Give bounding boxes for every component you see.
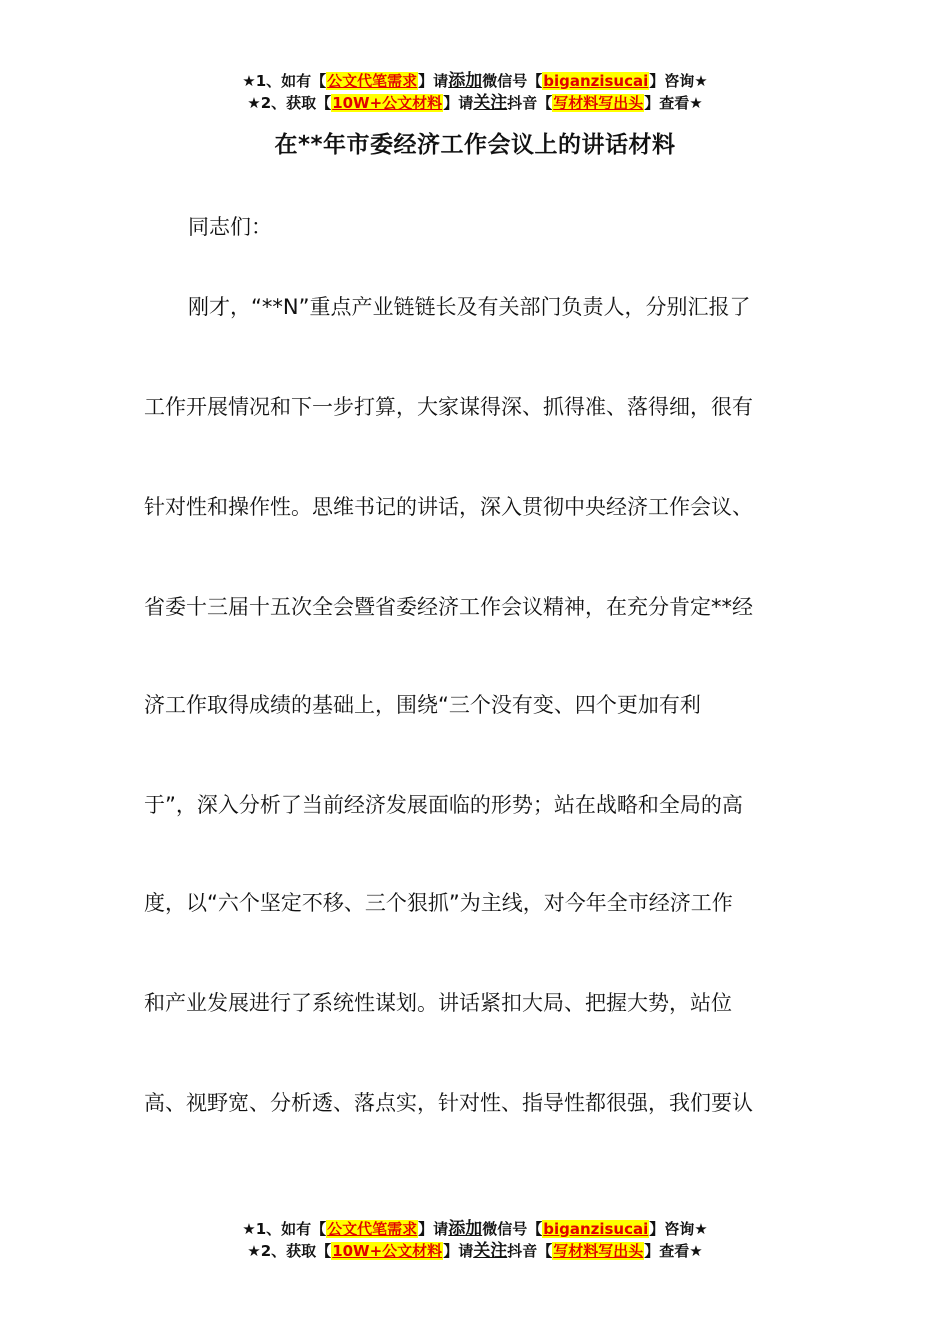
paragraph-line: 针对性和操作性。思维书记的讲话，深入贯彻中央经济工作会议、 <box>144 495 753 519</box>
paragraph-line: 于”，深入分析了当前经济发展面临的形势；站在战略和全局的高 <box>144 793 743 817</box>
wechat-id-link[interactable]: biganzisucai <box>543 72 649 90</box>
paragraph-line: 省委十三届十五次全会暨省委经济工作会议精神，在充分肯定**经 <box>144 595 753 619</box>
paragraph-line: 刚才，“**N”重点产业链链长及有关部门负责人，分别汇报了 <box>188 295 751 319</box>
document-title: 在**年市委经济工作会议上的讲话材料 <box>274 132 676 158</box>
banner-text: 】请 <box>418 1220 449 1238</box>
banner-text: 】查看★ <box>644 1242 703 1260</box>
paragraph-line: 济工作取得成绩的基础上，围绕“三个没有变、四个更加有利 <box>144 693 701 717</box>
banner-text: 抖音【 <box>507 94 553 112</box>
banner-text: 】请 <box>443 1242 474 1260</box>
banner-line-1 <box>0 1218 950 1240</box>
banner-text: 】查看★ <box>644 94 703 112</box>
highlight-service: 公文代笔需求 <box>327 72 418 90</box>
banner-text: 微信号【 <box>482 1220 543 1238</box>
banner-text: 抖音【 <box>507 1242 553 1260</box>
douyin-account-link[interactable]: 写材料写出头 <box>553 94 644 112</box>
banner-line-2 <box>0 92 950 114</box>
underlined-word: 关注 <box>473 1241 508 1261</box>
douyin-account-link[interactable]: 写材料写出头 <box>553 1242 644 1260</box>
bottom-banner <box>0 1218 950 1262</box>
paragraph-line: 工作开展情况和下一步打算，大家谋得深、抓得准、落得细，很有 <box>144 395 753 419</box>
underlined-word: 关注 <box>473 93 508 113</box>
banner-text: ★2、获取【 <box>247 1242 332 1260</box>
banner-text: ★1、如有【 <box>242 1220 327 1238</box>
paragraph-line: 高、视野宽、分析透、落点实，针对性、指导性都很强，我们要认 <box>144 1091 753 1115</box>
paragraph-line: 和产业发展进行了系统性谋划。讲话紧扣大局、把握大势，站位 <box>144 991 732 1015</box>
banner-text: 】请 <box>418 72 449 90</box>
underlined-word: 添加 <box>448 1219 483 1239</box>
banner-line-1 <box>0 70 950 92</box>
banner-text: ★2、获取【 <box>247 94 332 112</box>
banner-text: 】咨询★ <box>649 72 708 90</box>
banner-text: 】请 <box>443 94 474 112</box>
banner-text: 微信号【 <box>482 72 543 90</box>
banner-line-2 <box>0 1240 950 1262</box>
wechat-id-link[interactable]: biganzisucai <box>543 1220 649 1238</box>
banner-text: 】咨询★ <box>649 1220 708 1238</box>
banner-text: ★1、如有【 <box>242 72 327 90</box>
paragraph-line: 度，以“六个坚定不移、三个狠抓”为主线，对今年全市经济工作 <box>144 891 733 915</box>
highlight-materials: 10W+公文材料 <box>332 1242 443 1260</box>
highlight-service: 公文代笔需求 <box>327 1220 418 1238</box>
underlined-word: 添加 <box>448 71 483 91</box>
greeting: 同志们： <box>188 215 272 239</box>
highlight-materials: 10W+公文材料 <box>332 94 443 112</box>
top-banner <box>0 70 950 114</box>
